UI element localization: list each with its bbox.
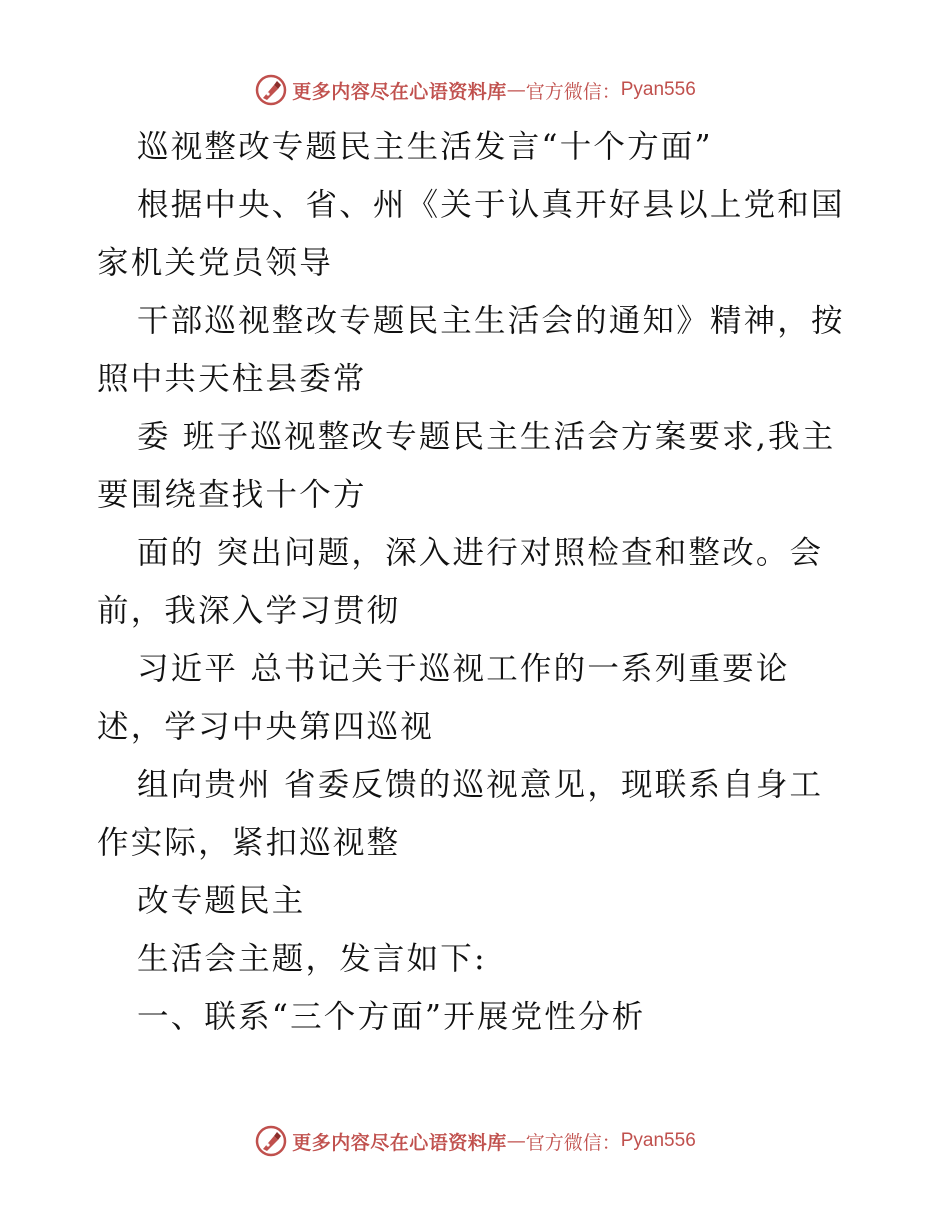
paragraph-line: 家机关党员领导 <box>97 245 333 281</box>
footer-banner <box>0 1121 950 1161</box>
banner-promo-text: 更多内容尽在心语资料库 <box>292 80 507 103</box>
section-heading: 一、联系“三个方面”开展党性分析 <box>137 999 646 1035</box>
paragraph-line: 照中共天柱县委常 <box>97 361 367 397</box>
banner-wechat-id: Pyan556 <box>620 1130 696 1151</box>
pen-nib-logo-icon <box>254 73 288 107</box>
paragraph-line: 组向贵州 省委反馈的巡视意见，现联系自身工 <box>137 767 824 803</box>
banner-wechat-label: 官方微信： <box>525 80 621 103</box>
paragraph-line: 要围绕查找十个方 <box>97 477 367 513</box>
paragraph-line: 述，学习中央第四巡视 <box>97 709 435 745</box>
paragraph-line: 根据中央、省、州《关于认真开好县以上党和国 <box>137 187 845 223</box>
paragraph-line: 改专题民主 <box>137 883 306 919</box>
header-banner <box>0 70 950 110</box>
paragraph-line: 作实际，紧扣巡视整 <box>97 825 401 861</box>
paragraph-line: 习近平 总书记关于巡视工作的一系列重要论 <box>137 651 790 687</box>
banner-wechat-label: 官方微信： <box>525 1131 621 1154</box>
paragraph-line: 干部巡视整改专题民主生活会的通知》精神，按 <box>137 303 845 339</box>
paragraph-line: 前，我深入学习贯彻 <box>97 593 401 629</box>
banner-separator: — <box>506 79 526 101</box>
pen-nib-logo-icon <box>254 1124 288 1158</box>
banner-separator: — <box>506 1130 526 1152</box>
document-body <box>97 118 857 1046</box>
document-title: 巡视整改专题民主生活发言“十个方面” <box>137 129 713 165</box>
paragraph-line: 面的 突出问题，深入进行对照检查和整改。会 <box>137 535 824 571</box>
paragraph-line: 委 班子巡视整改专题民主生活会方案要求,我主 <box>137 419 836 455</box>
banner-wechat-id: Pyan556 <box>620 79 696 100</box>
paragraph-line: 生活会主题，发言如下: <box>137 941 487 977</box>
banner-promo-text: 更多内容尽在心语资料库 <box>292 1131 507 1154</box>
